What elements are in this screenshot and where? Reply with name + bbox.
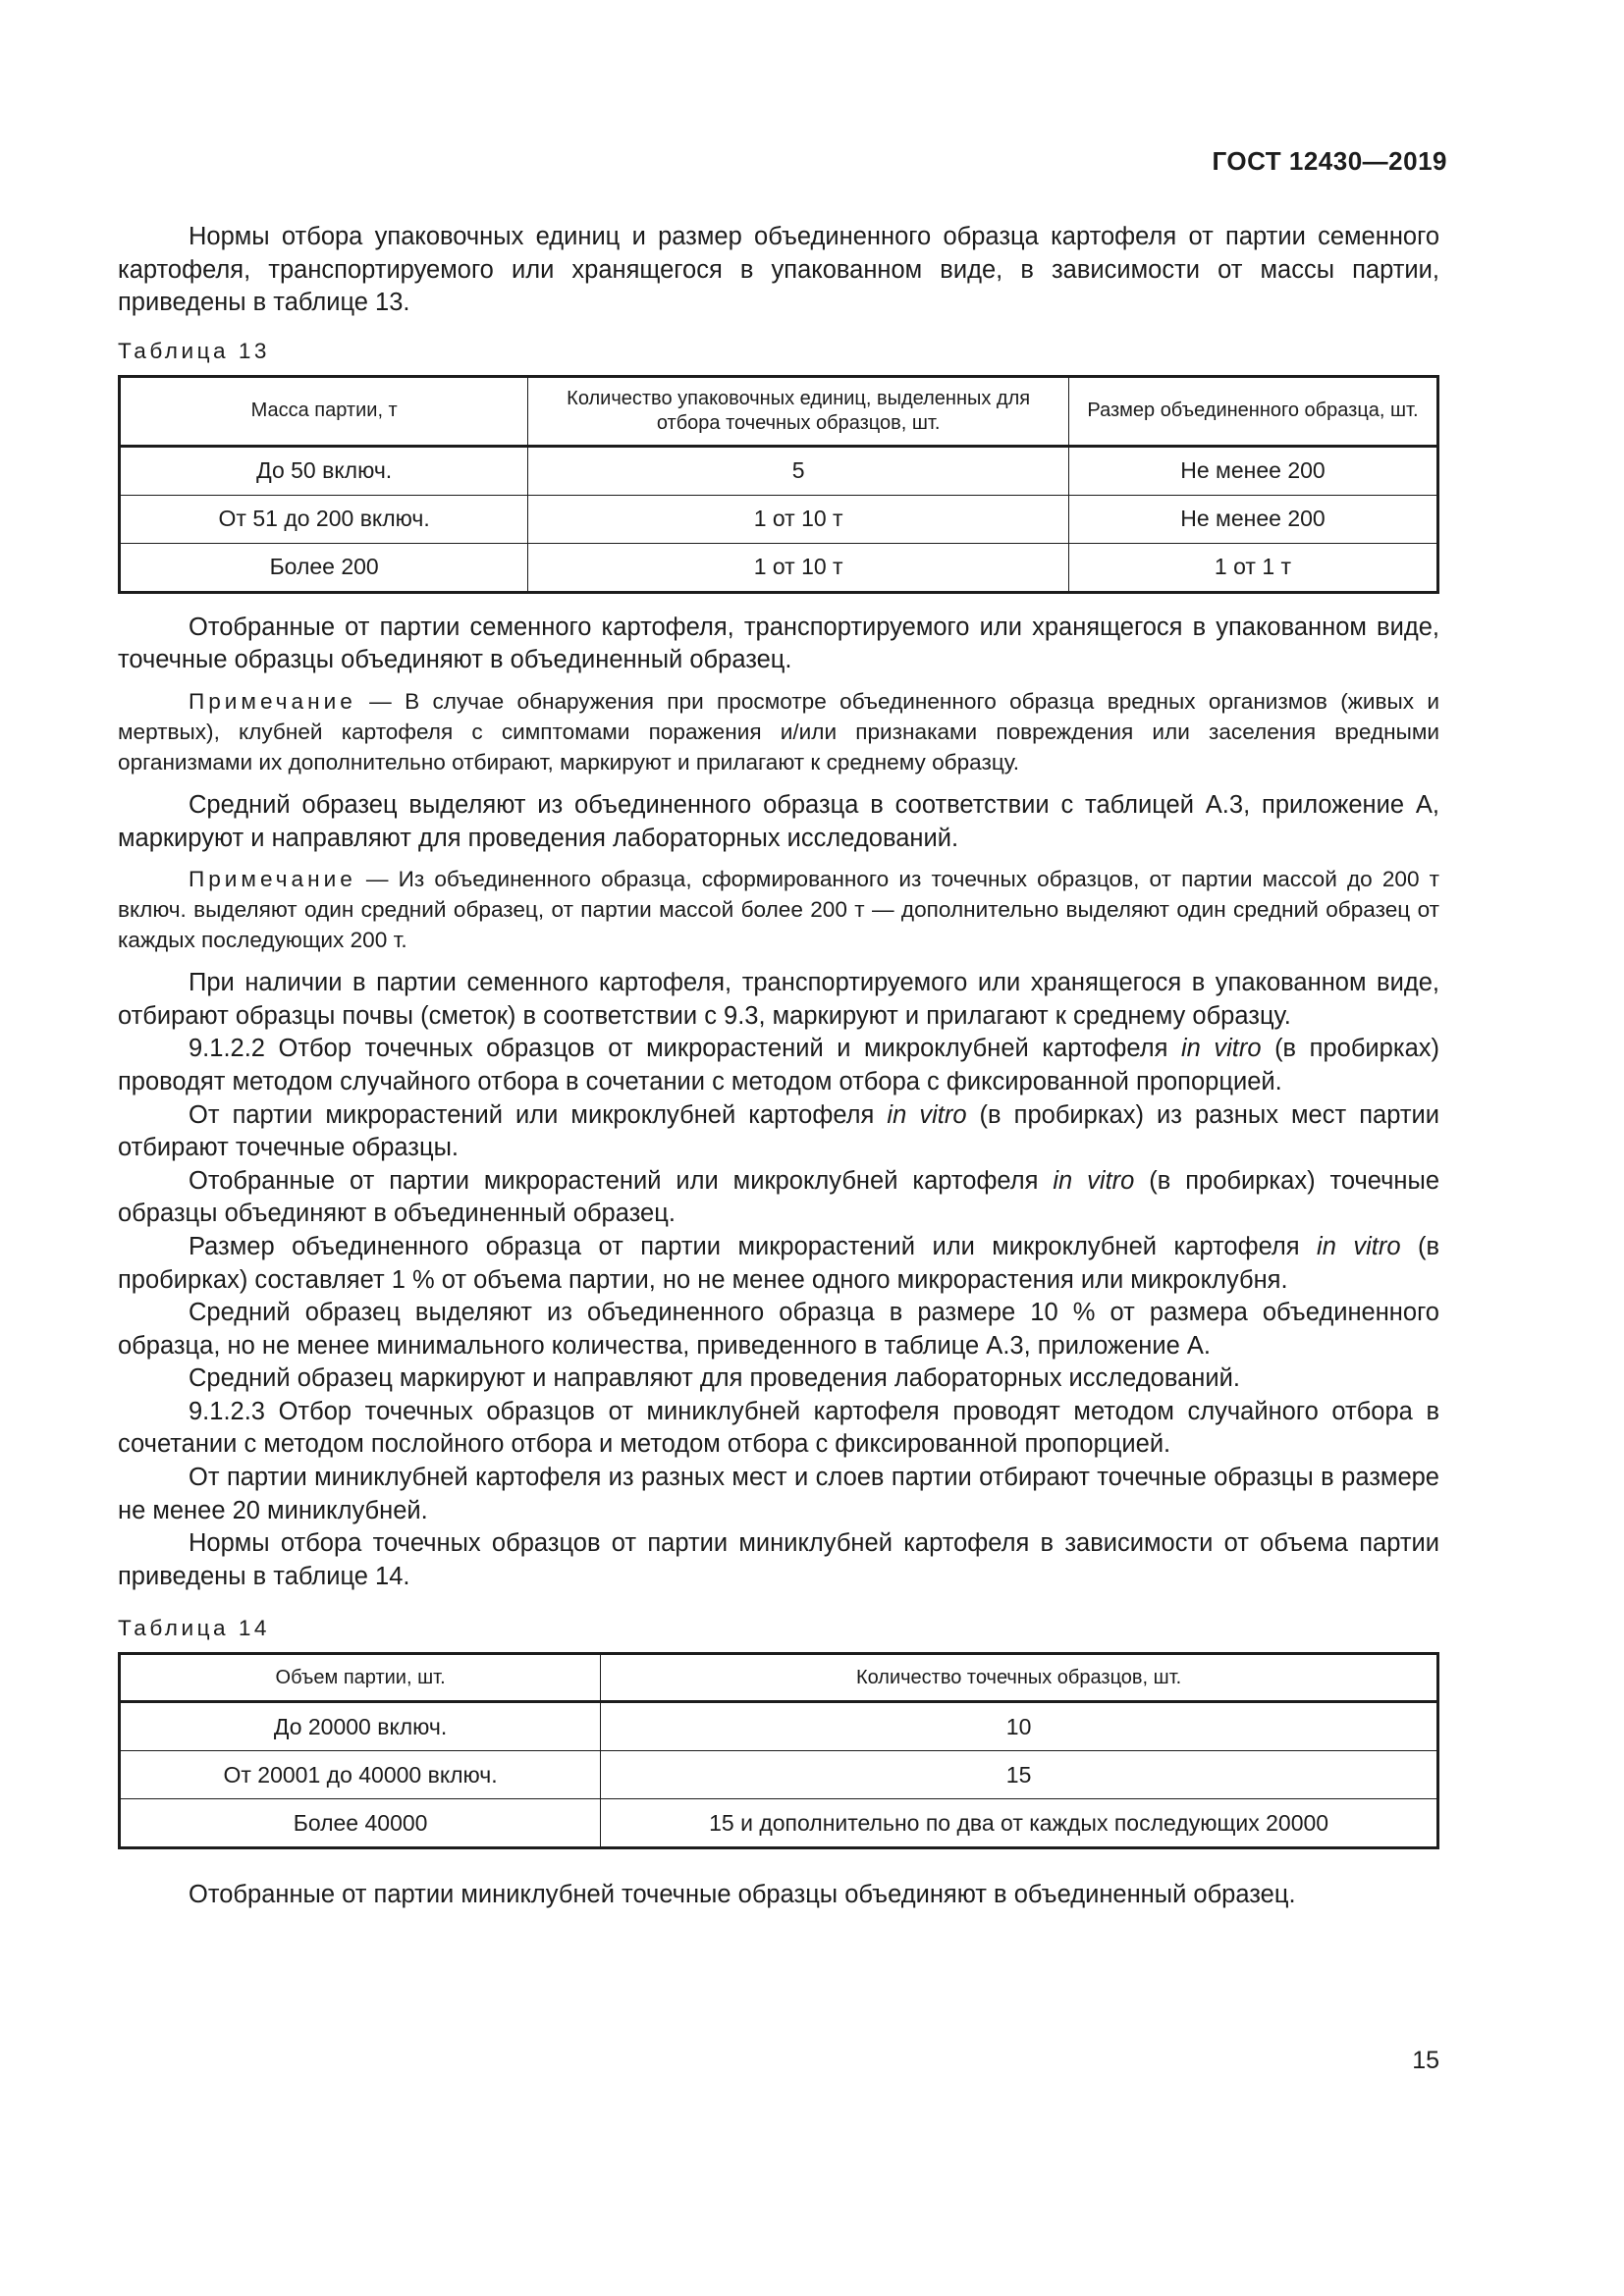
note-text: — В случае обнаружения при просмотре объединенного образца вредных организмов (живых и мертвых), клубней картофеля с симптомами поражения и/или признаками повреждения или заселения вредными организмами их дополнительно отбирают, маркируют и прилагают к среднему образцу. [118, 688, 1439, 774]
text-run: Размер объединенного образца от партии микрорастений или микроклубней картофеля [189, 1232, 1318, 1260]
note-label: Примечание [189, 867, 356, 892]
paragraph-minitubers-2: Нормы отбора точечных образцов от партии миниклубней картофеля в зависимости от объема партии приведены в таблице 14. [118, 1529, 1439, 1590]
table-13-caption: Таблица 13 [118, 338, 270, 363]
italic-term: in vitro [1317, 1232, 1401, 1260]
table-14 [118, 1652, 1439, 1849]
text-run: (в пробирках) составляет 1 % от объема партии, но не менее одного микрорастения или микроклубня. [118, 1232, 1440, 1294]
paragraph-microplants-5: Средний образец маркируют и направляют для проведения лабораторных исследований. [189, 1364, 1240, 1393]
note-1 [118, 686, 1439, 777]
note-label: Примечание [189, 688, 356, 714]
table-cell: 10 [601, 1702, 1438, 1751]
paragraph-microplants-4: Средний образец выделяют из объединенного образца в размере 10 % от размера объединенного образца, но не менее минимального количества, приведенного в таблице А.3, приложение А. [118, 1299, 1439, 1360]
table-row [120, 1799, 1438, 1848]
table-13-header-cell: Масса партии, т [120, 376, 528, 446]
text-run: 9.1.2.2 Отбор точечных образцов от микрорастений и микроклубней картофеля [189, 1035, 1181, 1063]
text-run: От партии микрорастений или микроклубней картофеля [189, 1100, 888, 1129]
table-13-header-row [120, 376, 1438, 446]
table-row [120, 446, 1438, 495]
table-cell: Не менее 200 [1068, 446, 1437, 495]
paragraph-average-sample: Средний образец выделяют из объединенного образца в соответствии с таблицей А.3, приложение А, маркируют и направляют для проведения лабораторных исследований. [118, 790, 1439, 852]
note-text: — Из объединенного образца, сформированного из точечных образцов, от партии массой до 200 т включ. выделяют один средний образец, от партии массой более 200 т — дополнительно выделяют один средний образец от каждых последующих 200 т. [118, 867, 1439, 953]
text-run: (в пробирках) точечные образцы объединяют в объединенный образец. [118, 1166, 1440, 1228]
text-run: (в пробирках) из разных мест партии отбирают точечные образцы. [118, 1100, 1439, 1162]
paragraph-soil-samples: При наличии в партии семенного картофеля, транспортируемого или хранящегося в упакованном виде, отбирают образцы почвы (сметок) в соответствии с 9.3, маркируют и прилагают к среднему образцу. [118, 969, 1439, 1030]
italic-term: in vitro [1053, 1166, 1135, 1195]
table-14-header-row [120, 1654, 1438, 1702]
table-cell: Не менее 200 [1068, 495, 1437, 543]
paragraph-minitubers-1: От партии миниклубней картофеля из разных мест и слоев партии отбирают точечные образцы в размере не менее 20 миниклубней. [118, 1464, 1439, 1524]
intro-paragraph: Нормы отбора упаковочных единиц и размер объединенного образца картофеля от партии семенного картофеля, транспортируемого или хранящегося в упакованном виде, в зависимости от массы партии, приведены в таблице 13. [118, 223, 1439, 317]
table-row [120, 1751, 1438, 1799]
table-row [120, 1702, 1438, 1751]
table-cell: 1 от 10 т [528, 543, 1069, 592]
table-cell: 5 [528, 446, 1069, 495]
table-14-header-cell: Количество точечных образцов, шт. [601, 1654, 1438, 1702]
section-9-1-2-3: 9.1.2.3 Отбор точечных образцов от миниклубней картофеля проводят методом случайного отбора в сочетании с методом послойного отбора и методом отбора с фиксированной пропорцией. [118, 1397, 1439, 1459]
page-number: 15 [1412, 2047, 1439, 2074]
table-cell: До 20000 включ. [120, 1702, 601, 1751]
page-content [118, 221, 1439, 1912]
table-14-caption: Таблица 14 [118, 1616, 270, 1641]
section-9-1-2-2 [118, 1033, 1439, 1098]
note-2 [118, 864, 1439, 955]
italic-term: in vitro [887, 1100, 967, 1129]
paragraph-microplants-3 [118, 1231, 1439, 1297]
text-run: (в пробирках) проводят методом случайного отбора в сочетании с методом отбора с фиксированной пропорцией. [118, 1035, 1439, 1095]
table-row [120, 495, 1438, 543]
table-cell: 15 [601, 1751, 1438, 1799]
table-row [120, 543, 1438, 592]
table-cell: От 20001 до 40000 включ. [120, 1751, 601, 1799]
table-cell: 1 от 10 т [528, 495, 1069, 543]
final-paragraph: Отобранные от партии миниклубней точечные образцы объединяют в объединенный образец. [189, 1881, 1296, 1909]
table-cell: Более 40000 [120, 1799, 601, 1848]
table-cell: 1 от 1 т [1068, 543, 1437, 592]
table-cell: 15 и дополнительно по два от каждых последующих 20000 [601, 1799, 1438, 1848]
table-cell: Более 200 [120, 543, 528, 592]
table-13-header-cell: Количество упаковочных единиц, выделенных для отбора точечных образцов, шт. [528, 376, 1069, 446]
italic-term: in vitro [1180, 1035, 1262, 1063]
paragraph-microplants-2 [118, 1165, 1439, 1231]
paragraph-microplants-1 [118, 1099, 1439, 1165]
table-14-header-cell: Объем партии, шт. [120, 1654, 601, 1702]
table-13 [118, 375, 1439, 594]
table-cell: От 51 до 200 включ. [120, 495, 528, 543]
table-cell: До 50 включ. [120, 446, 528, 495]
document-code: ГОСТ 12430—2019 [1212, 146, 1447, 176]
paragraph-after-table-13: Отобранные от партии семенного картофеля, транспортируемого или хранящегося в упакованном виде, точечные образцы объединяют в объединенный образец. [118, 613, 1439, 674]
text-run: Отобранные от партии микрорастений или микроклубней картофеля [189, 1166, 1054, 1195]
table-13-header-cell: Размер объединенного образца, шт. [1068, 376, 1437, 446]
